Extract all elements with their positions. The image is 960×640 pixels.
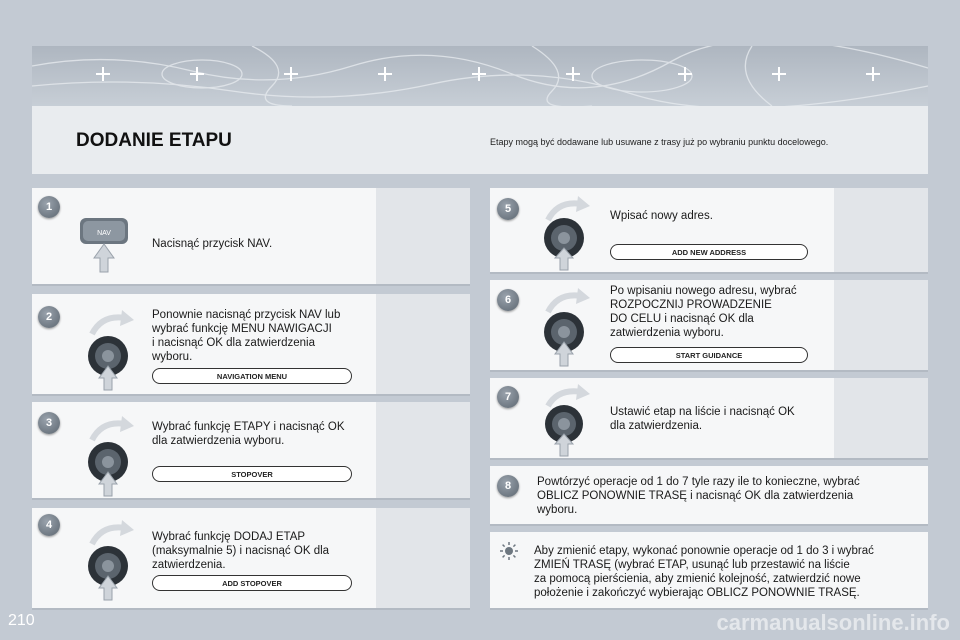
navigation-menu-button[interactable]: NAVIGATION MENU (152, 368, 352, 384)
tip-text: Aby zmienić etapy, wykonać ponownie operacje od 1 do 3 i wybrać ZMIEŃ TRASĘ (wybrać ETAP, usunąć lub przestawić na liście za pomocą pierścienia, aby zmienić kolejność, zatwierdzić nowe położenie i zakończyć wybierając OBLICZ PONOWNIE TRASĘ. (534, 545, 874, 599)
stereo-unit-icon (376, 188, 470, 284)
step-number-badge: 6 (497, 289, 519, 311)
stereo-unit-icon (834, 188, 928, 272)
start-guidance-button[interactable]: START GUIDANCE (610, 347, 808, 363)
step-number-badge: 7 (497, 386, 519, 408)
page-number: 210 (8, 612, 35, 629)
stereo-unit-icon (834, 280, 928, 370)
step-8-text: Powtórzyć operacje od 1 do 7 tyle razy ile to konieczne, wybrać OBLICZ PONOWNIE TRASĘ i nacisnąć OK dla zatwierdzenia wyboru. (537, 476, 860, 516)
rotary-knob-icon (82, 306, 138, 392)
nav-key-icon (78, 214, 134, 274)
rotary-knob-icon (82, 516, 138, 602)
step-number-badge: 5 (497, 198, 519, 220)
step-7-text: Ustawić etap na liście i nacisnąć OK dla zatwierdzenia. (610, 406, 795, 432)
stereo-unit-icon (376, 508, 470, 608)
step-number-badge: 4 (38, 514, 60, 536)
add-new-address-button[interactable]: ADD NEW ADDRESS (610, 244, 808, 260)
step-number-badge: 1 (38, 196, 60, 218)
page-title: DODANIE ETAPU (76, 130, 232, 151)
sun-tip-icon (500, 542, 518, 560)
stereo-unit-icon (834, 378, 928, 458)
stereo-unit-icon (376, 402, 470, 498)
header-banner (32, 46, 928, 174)
step-6-text: Po wpisaniu nowego adresu, wybrać ROZPOCZNIJ PROWADZENIE DO CELU i nacisnąć OK dla zatwierdzenia wyboru. (610, 285, 797, 339)
intro-text: Etapy mogą być dodawane lub usuwane z trasy już po wybraniu punktu docelowego. (490, 137, 829, 147)
rotary-knob-icon (538, 284, 594, 368)
add-stopover-button[interactable]: ADD STOPOVER (152, 575, 352, 591)
step-2-text: Ponownie nacisnąć przycisk NAV lub wybrać funkcję MENU NAWIGACJI i nacisnąć OK dla zatwierdzenia wyboru. (152, 309, 341, 363)
banner-topo-pattern (32, 46, 928, 106)
rotary-knob-icon (82, 412, 138, 498)
step-1-text: Nacisnąć przycisk NAV. (152, 238, 273, 250)
step-4-text: Wybrać funkcję DODAJ ETAP (maksymalnie 5) i nacisnąć OK dla zatwierdzenia. (152, 531, 330, 571)
step-number-badge: 8 (497, 475, 519, 497)
step-5-text: Wpisać nowy adres. (610, 210, 713, 222)
watermark: carmanualsonline.info (716, 610, 950, 635)
step-3-text: Wybrać funkcję ETAPY i nacisnąć OK dla zatwierdzenia wyboru. (152, 421, 345, 447)
topo-lines-icon (32, 46, 928, 106)
svg-text:NAV: NAV (97, 230, 111, 237)
rotary-knob-icon (538, 192, 594, 272)
step-number-badge: 3 (38, 412, 60, 434)
stereo-unit-icon (376, 294, 470, 394)
step-number-badge: 2 (38, 306, 60, 328)
rotary-knob-icon (538, 380, 594, 458)
stopover-button[interactable]: STOPOVER (152, 466, 352, 482)
